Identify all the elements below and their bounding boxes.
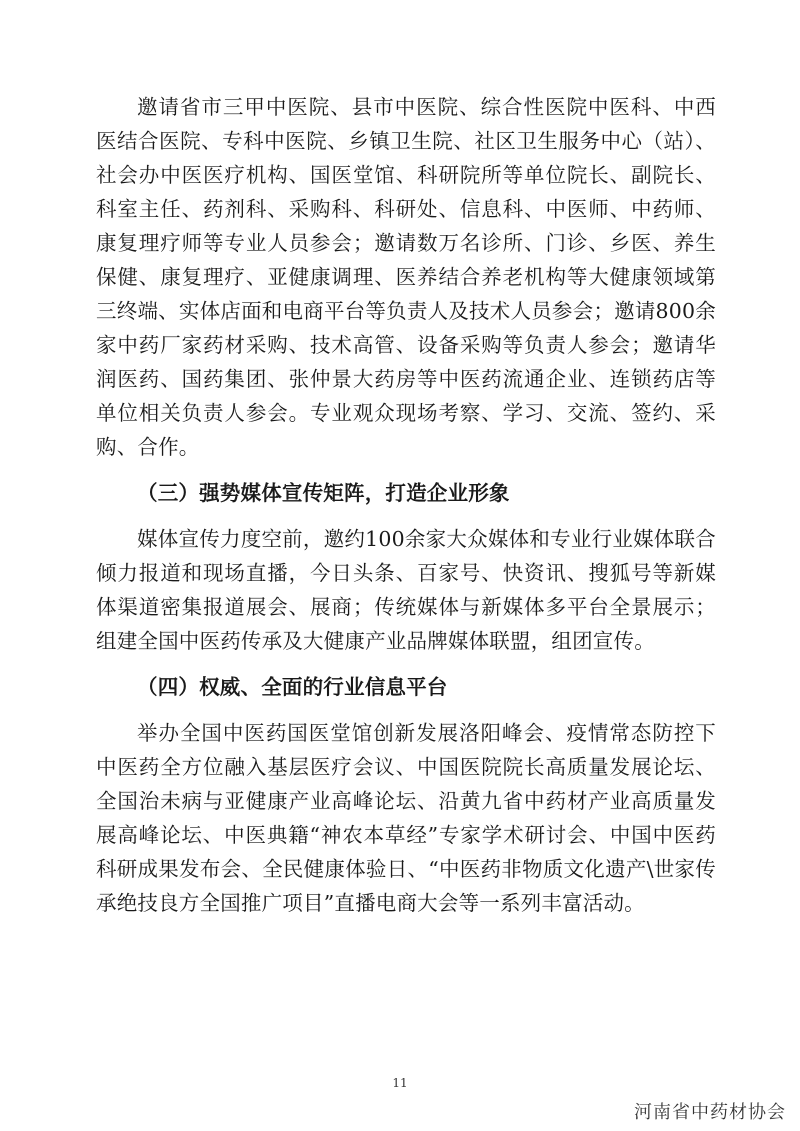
paragraph-events: 举办全国中医药国医堂馆创新发展洛阳峰会、疫情常态防控下中医药全方位融入基层医疗会议、中国医院院长高质量发展论坛、全国治未病与亚健康产业高峰论坛、沿黄九省中药材产业高质量发展高峰论坛、中医典籍“神农本草经”专家学术研讨会、中国中医药科研成果发布会、全民健康体验日、“中医药非物质文化遗产\世家传承绝技良方全国推广项目”直播电商大会等一系列丰富活动。 — [96, 721, 716, 915]
section-heading-media: （三）强势媒体宣传矩阵，打造企业形象 — [137, 481, 510, 505]
footer-organization: 河南省中药材协会 — [634, 1102, 786, 1123]
paragraph-media: 媒体宣传力度空前，邀约100余家大众媒体和专业行业媒体联合倾力报道和现场直播，今日头条、百家号、快资讯、搜狐号等新媒体渠道密集报道展会、展商；传统媒体与新媒体多平台全景展示；组建全国中医药传承及大健康产业品牌媒体联盟，组团宣传。 — [96, 527, 716, 653]
page-number: 11 — [392, 1076, 408, 1090]
document-body — [96, 90, 716, 920]
paragraph-participants: 邀请省市三甲中医院、县市中医院、综合性医院中医科、中西医结合医院、专科中医院、乡镇卫生院、社区卫生服务中心（站）、社会办中医医疗机构、国医堂馆、科研院所等单位院长、副院长、科室主任、药剂科、采购科、科研处、信息科、中医师、中药师、康复理疗师等专业人员参会；邀请数万名诊所、门诊、乡医、养生保健、康复理疗、亚健康调理、医养结合养老机构等大健康领域第三终端、实体店面和电商平台等负责人及技术人员参会；邀请800余家中药厂家药材采购、技术高管、设备采购等负责人参会；邀请华润医药、国药集团、张仲景大药房等中医药流通企业、连锁药店等单位相关负责人参会。专业观众现场考察、学习、交流、签约、采购、合作。 — [96, 95, 716, 459]
section-heading-info-platform: （四）权威、全面的行业信息平台 — [137, 675, 448, 699]
